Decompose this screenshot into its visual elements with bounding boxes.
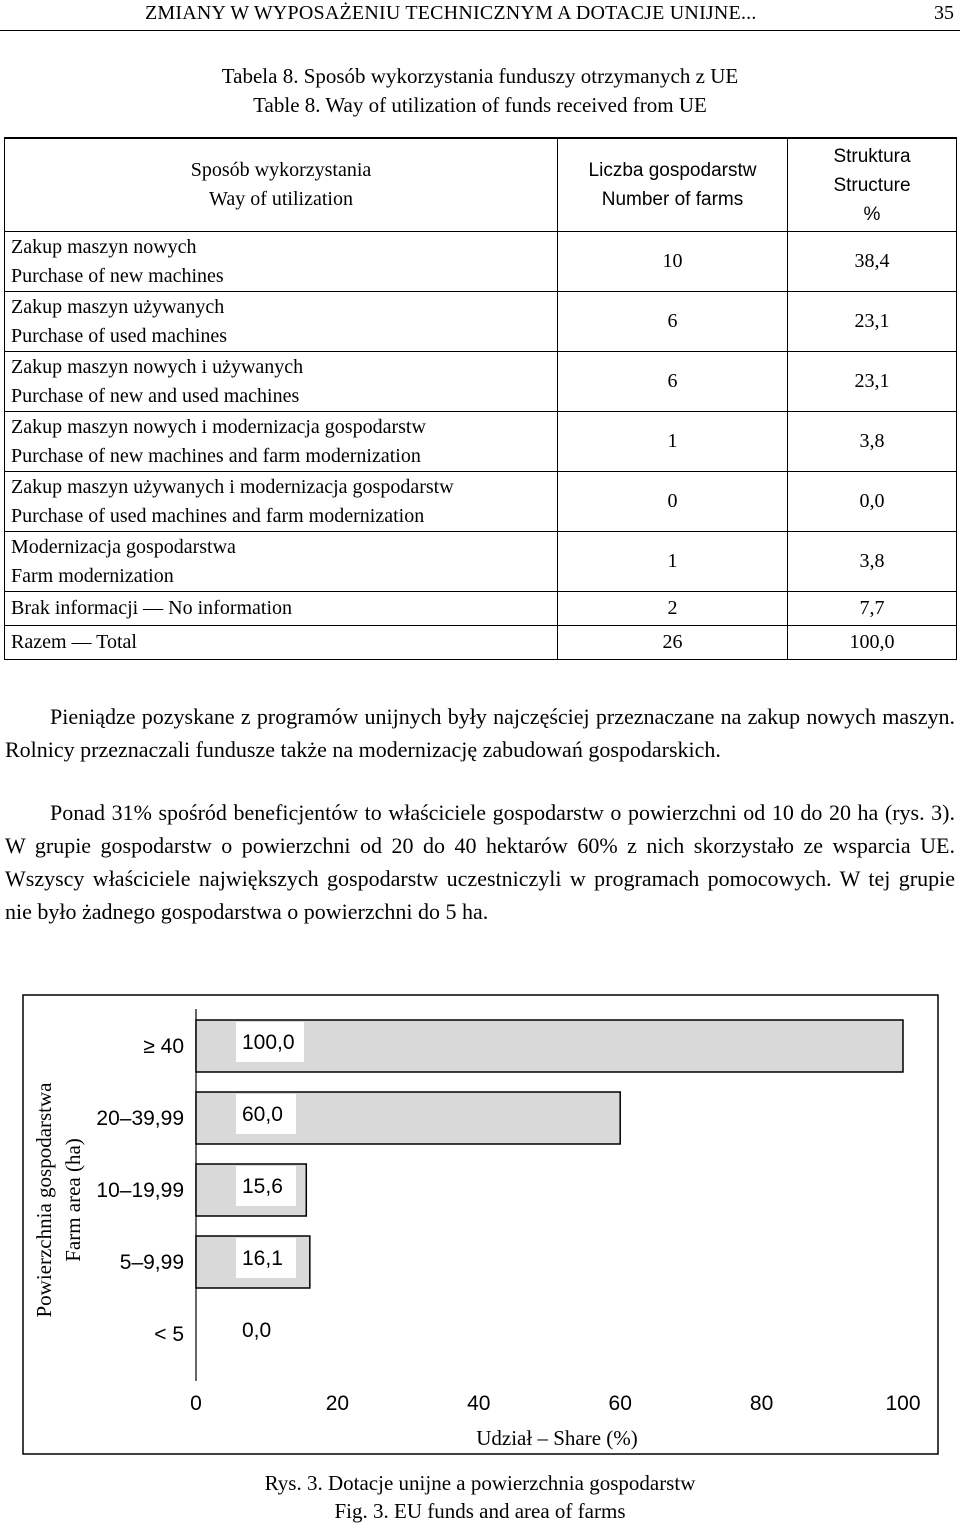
row-label: Brak informacji — No information [5,592,558,626]
x-tick-label: 0 [190,1392,202,1415]
figure-caption-en: Fig. 3. EU funds and area of farms [334,1499,626,1523]
column-header-farms [558,138,788,232]
row-label-pl: Zakup maszyn nowych i używanych [11,355,304,378]
category-label: 5–9,99 [119,1251,184,1274]
row-structure: 23,1 [788,352,957,412]
row-label-pl: Zakup maszyn nowych i modernizacja gospodarstw [11,415,426,438]
row-farms: 6 [558,352,788,412]
row-label [5,472,558,532]
x-tick-label: 20 [325,1392,350,1415]
y-axis-label-pl: Powierzchnia gospodarstwa [32,1082,56,1318]
category-label: < 5 [154,1323,184,1346]
table-row [5,292,957,352]
table-row [5,412,957,472]
row-structure: 7,7 [788,592,957,626]
row-label-en: Purchase of new machines and farm modernization [11,444,421,467]
row-label-pl: Zakup maszyn używanych i modernizacja gospodarstw [11,475,454,498]
paragraph-text: Pieniądze pozyskane z programów unijnych były najczęściej przeznaczane na zakup nowych maszyn. Rolnicy przeznaczali fundusze także na modernizację zabudowań gospodarskich. [5,704,955,762]
table-row [5,472,957,532]
page-header [0,0,960,31]
funds-utilization-table [4,137,957,660]
x-tick-label: 100 [885,1392,921,1415]
row-label-en: Purchase of used machines [11,324,228,347]
row-label [5,412,558,472]
data-label: 0,0 [242,1319,272,1342]
x-axis-label: Udział – Share (%) [476,1426,638,1450]
table-caption-en: Table 8. Way of utilization of funds received from UE [253,93,707,117]
row-farms: 10 [558,232,788,292]
row-label-pl: Zakup maszyn nowych [11,235,197,258]
row-farms: 6 [558,292,788,352]
row-farms: 1 [558,532,788,592]
column-header-en: Number of farms [601,189,744,210]
row-label-pl: Modernizacja gospodarstwa [11,535,236,558]
data-label: 100,0 [242,1031,295,1054]
category-label: ≥ 40 [143,1035,184,1058]
row-label: Razem — Total [5,626,558,660]
row-farms: 1 [558,412,788,472]
row-label [5,352,558,412]
column-header-structure [788,138,957,232]
row-label [5,232,558,292]
data-label: 60,0 [242,1103,283,1126]
page-number: 35 [934,2,954,24]
column-header-en: Way of utilization [209,188,353,210]
column-header-unit: % [863,203,881,225]
row-label-en: Farm modernization [11,564,174,587]
table-header-row [5,138,957,232]
x-tick-label: 60 [608,1392,632,1415]
row-structure: 3,8 [788,412,957,472]
x-tick-label: 80 [749,1392,774,1415]
column-header-pl: Liczba gospodarstw [588,160,757,181]
row-label-pl: Zakup maszyn używanych [11,295,225,318]
column-header-way [5,138,558,232]
column-header-en: Structure [833,174,911,196]
running-title: ZMIANY W WYPOSAŻENIU TECHNICZNYM A DOTACJE UNIJNE... [145,2,757,24]
paragraph-text: Ponad 31% spośród beneficjentów to właściciele gospodarstw o powierzchni od 10 do 20 ha (rys. 3). W grupie gospodarstw o powierzchni od 20 do 40 hektarów 60% z nich skorzystało ze wsparcia UE. Wszyscy właściciele największych gospodarstw uczestniczyli w programach pomocowych. W tej grupie nie było żadnego gospodarstwa o powierzchni do 5 ha. [5,800,955,924]
category-label: 20–39,99 [96,1107,184,1130]
table-row [5,232,957,292]
row-label [5,292,558,352]
farm-area-bar-chart [0,994,960,1464]
category-label: 10–19,99 [96,1179,184,1202]
row-label-en: Purchase of new machines [11,264,224,287]
table-caption-pl: Tabela 8. Sposób wykorzystania funduszy otrzymanych z UE [221,64,739,88]
row-structure: 100,0 [788,626,957,660]
table-row-no-info [5,592,957,626]
row-label [5,532,558,592]
row-structure: 38,4 [788,232,957,292]
body-paragraph-2 [5,796,955,928]
row-farms: 2 [558,592,788,626]
row-structure: 23,1 [788,292,957,352]
body-paragraph-1 [5,700,955,766]
column-header-pl: Struktura [833,145,911,167]
row-label-en: Purchase of used machines and farm modernization [11,504,425,527]
column-header-pl: Sposób wykorzystania [190,159,372,181]
row-structure: 0,0 [788,472,957,532]
table-row [5,532,957,592]
y-axis-label-en: Farm area (ha) [61,1138,85,1262]
x-tick-label: 40 [467,1392,491,1415]
figure-caption-pl: Rys. 3. Dotacje unijne a powierzchnia gospodarstw [264,1471,696,1495]
data-label: 15,6 [242,1175,283,1198]
row-farms: 26 [558,626,788,660]
row-structure: 3,8 [788,532,957,592]
table-row-total [5,626,957,660]
data-label: 16,1 [242,1247,283,1270]
table-row [5,352,957,412]
y-axis-label-group [32,1082,85,1318]
row-label-en: Purchase of new and used machines [11,384,300,407]
row-farms: 0 [558,472,788,532]
